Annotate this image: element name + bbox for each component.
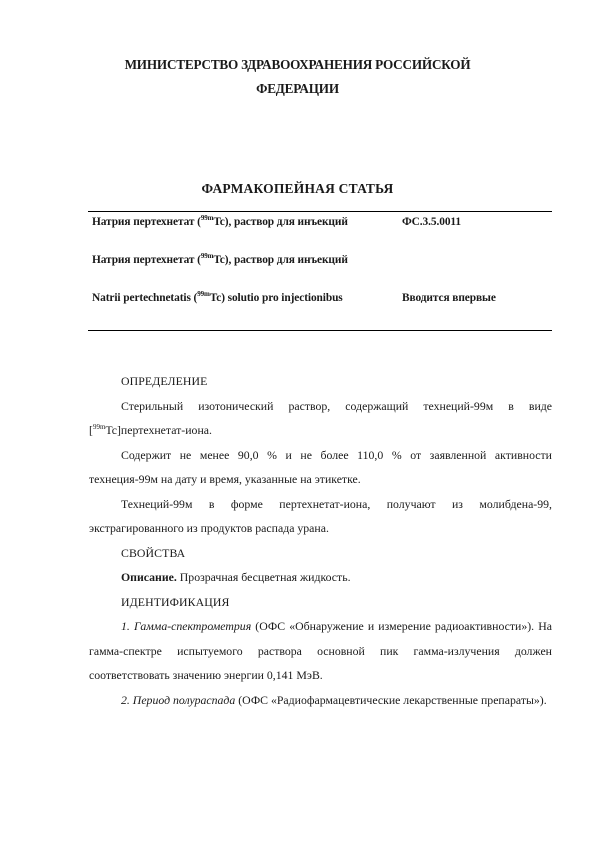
drug-name-ru-2-isotope: 99m (200, 252, 214, 260)
drug-name-ru-2-post: Tc), раствор для инъекций (213, 254, 348, 266)
drug-name-ru-1 (92, 215, 362, 230)
description-label: Описание. (121, 570, 177, 584)
table-bottom-rule (88, 330, 552, 331)
identification-2-text: (ОФС «Радиофармацевтические лекарственные препараты»). (235, 692, 547, 707)
identification-item-1 (89, 614, 552, 688)
definition-p1-post: Tc]пертехнетат-иона. (105, 423, 212, 437)
definition-paragraph-1 (89, 394, 552, 443)
table-top-rule (88, 211, 552, 212)
drug-name-ru-1-isotope: 99m (200, 214, 214, 222)
description-paragraph (89, 565, 552, 590)
identification-item-2 (89, 688, 552, 713)
definition-p1-pre: Стерильный изотонический раствор, содержащий технеций-99м в виде [ (89, 398, 552, 437)
definition-heading: ОПРЕДЕЛЕНИЕ (121, 374, 208, 388)
drug-name-latin (92, 291, 382, 306)
properties-heading: СВОЙСТВА (121, 545, 186, 560)
identification-1-text: (ОФС «Обнаружение и измерение радиоактивности»). На гамма-спектре испытуемого раствора основной пик гамма-излучения должен соответствовать значению энергии 0,141 МэВ. (89, 619, 552, 682)
monograph-code: ФС.3.5.0011 (402, 216, 461, 228)
monograph-status: Вводится впервые (402, 292, 496, 304)
ministry-title-line2: ФЕДЕРАЦИИ (256, 81, 339, 96)
drug-name-latin-isotope: 99m (197, 290, 210, 298)
identification-heading: ИДЕНТИФИКАЦИЯ (121, 594, 230, 609)
document-title: ФАРМАКОПЕЙНАЯ СТАТЬЯ (201, 181, 394, 196)
drug-name-latin-post: Tc) solutio pro injectionibus (209, 292, 343, 304)
drug-name-ru-1-post: Tc), раствор для инъекций (213, 216, 348, 228)
drug-name-ru-1-pre: Натрия пертехнетат ( (92, 216, 201, 228)
description-text: Прозрачная бесцветная жидкость. (176, 570, 351, 584)
drug-name-ru-2 (92, 253, 362, 268)
ministry-title-line1: МИНИСТЕРСТВО ЗДРАВООХРАНЕНИЯ РОССИЙСКОЙ (124, 57, 471, 72)
drug-name-latin-pre: Natrii pertechnetatis ( (92, 292, 198, 304)
definition-p1-isotope: 99m (92, 423, 106, 431)
definition-paragraph-3: Технеций-99м в форме пертехнетат-иона, получают из молибдена-99, экстрагированного из продуктов распада урана. (89, 496, 552, 535)
drug-name-ru-2-pre: Натрия пертехнетат ( (92, 254, 201, 266)
definition-paragraph-2: Содержит не менее 90,0 % и не более 110,0 % от заявленной активности технеция-99м на дату и время, указанные на этикетке. (89, 447, 552, 486)
monograph-body (89, 369, 552, 712)
identification-1-label: 1. Гамма-спектрометрия (121, 619, 252, 633)
identification-2-label: 2. Период полураспада (121, 692, 236, 707)
